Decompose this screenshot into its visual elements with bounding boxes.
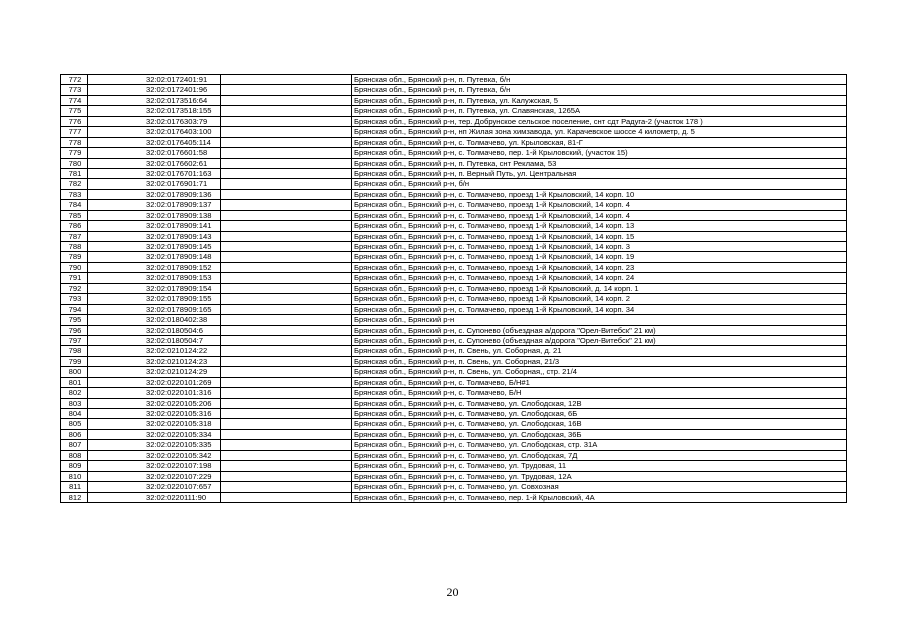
cadastral-number-cell: 32:02:0172401:91 xyxy=(88,75,221,85)
empty-cell xyxy=(221,409,352,419)
cadastral-number-cell: 32:02:0176901:71 xyxy=(88,179,221,189)
row-number-cell: 800 xyxy=(61,367,88,377)
row-number-cell: 789 xyxy=(61,252,88,262)
row-number-cell: 809 xyxy=(61,461,88,471)
row-number-cell: 794 xyxy=(61,304,88,314)
table-row xyxy=(61,75,847,85)
row-number-cell: 782 xyxy=(61,179,88,189)
empty-cell xyxy=(221,158,352,168)
empty-cell xyxy=(221,85,352,95)
table-row xyxy=(61,304,847,314)
table-row xyxy=(61,325,847,335)
empty-cell xyxy=(221,252,352,262)
table-row xyxy=(61,95,847,105)
address-cell: Брянская обл., Брянский р-н, с. Толмачево, ул. Слободская, 7Д xyxy=(352,450,847,460)
empty-cell xyxy=(221,482,352,492)
empty-cell xyxy=(221,242,352,252)
cadastral-number-cell: 32:02:0220105:335 xyxy=(88,440,221,450)
empty-cell xyxy=(221,450,352,460)
empty-cell xyxy=(221,168,352,178)
page-number: 20 xyxy=(446,585,459,599)
empty-cell xyxy=(221,377,352,387)
row-number-cell: 792 xyxy=(61,283,88,293)
empty-cell xyxy=(221,471,352,481)
table-row xyxy=(61,471,847,481)
cadastral-number-cell: 32:02:0210124:23 xyxy=(88,356,221,366)
cadastral-number-cell: 32:02:0180402:38 xyxy=(88,315,221,325)
row-number-cell: 777 xyxy=(61,127,88,137)
cadastral-number-cell: 32:02:0220107:657 xyxy=(88,482,221,492)
cadastral-number-cell: 32:02:0178909:145 xyxy=(88,242,221,252)
table-row xyxy=(61,419,847,429)
row-number-cell: 786 xyxy=(61,221,88,231)
cadastral-number-cell: 32:02:0220107:229 xyxy=(88,471,221,481)
cadastral-number-cell: 32:02:0176701:163 xyxy=(88,168,221,178)
empty-cell xyxy=(221,367,352,377)
address-cell: Брянская обл., Брянский р-н, нп Жилая зона химзавода, ул. Карачевское шоссе 4 километр, д. 5 xyxy=(352,127,847,137)
row-number-cell: 790 xyxy=(61,262,88,272)
cadastral-number-cell: 32:02:0176405:114 xyxy=(88,137,221,147)
empty-cell xyxy=(221,127,352,137)
cadastral-number-cell: 32:02:0178909:141 xyxy=(88,221,221,231)
row-number-cell: 812 xyxy=(61,492,88,502)
address-cell: Брянская обл., Брянский р-н, с. Толмачево, проезд 1-й Крыловский, 14 корп. 10 xyxy=(352,189,847,199)
row-number-cell: 778 xyxy=(61,137,88,147)
cadastral-table-body xyxy=(61,75,847,503)
address-cell: Брянская обл., Брянский р-н, п. Путевка, б/н xyxy=(352,85,847,95)
address-cell: Брянская обл., Брянский р-н, с. Толмачево, ул. Слободская, 12В xyxy=(352,398,847,408)
table-row xyxy=(61,315,847,325)
empty-cell xyxy=(221,440,352,450)
empty-cell xyxy=(221,283,352,293)
table-row xyxy=(61,252,847,262)
empty-cell xyxy=(221,492,352,502)
empty-cell xyxy=(221,148,352,158)
cadastral-number-cell: 32:02:0180504:7 xyxy=(88,335,221,345)
empty-cell xyxy=(221,335,352,345)
table-row xyxy=(61,179,847,189)
empty-cell xyxy=(221,116,352,126)
address-cell: Брянская обл., Брянский р-н, с. Толмачево, пер. 1-й Крыловский, 4А xyxy=(352,492,847,502)
table-row xyxy=(61,429,847,439)
empty-cell xyxy=(221,429,352,439)
empty-cell xyxy=(221,398,352,408)
address-cell: Брянская обл., Брянский р-н, с. Толмачево, проезд 1-й Крыловский, 14 корп. 34 xyxy=(352,304,847,314)
empty-cell xyxy=(221,356,352,366)
address-cell: Брянская обл., Брянский р-н, п. Путевка, ул. Славянская, 1265А xyxy=(352,106,847,116)
table-row xyxy=(61,200,847,210)
empty-cell xyxy=(221,189,352,199)
address-cell: Брянская обл., Брянский р-н, с. Супонево (объездная а/дорога "Орел-Витебск" 21 км) xyxy=(352,335,847,345)
table-row xyxy=(61,262,847,272)
cadastral-number-cell: 32:02:0178909:152 xyxy=(88,262,221,272)
cadastral-number-cell: 32:02:0220101:269 xyxy=(88,377,221,387)
cadastral-number-cell: 32:02:0176602:61 xyxy=(88,158,221,168)
empty-cell xyxy=(221,231,352,241)
table-row xyxy=(61,242,847,252)
cadastral-number-cell: 32:02:0220105:342 xyxy=(88,450,221,460)
table-row xyxy=(61,409,847,419)
empty-cell xyxy=(221,325,352,335)
address-cell: Брянская обл., Брянский р-н, п. Верный Путь, ул. Центральная xyxy=(352,168,847,178)
table-row xyxy=(61,388,847,398)
row-number-cell: 802 xyxy=(61,388,88,398)
table-row xyxy=(61,367,847,377)
empty-cell xyxy=(221,137,352,147)
cadastral-number-cell: 32:02:0178909:138 xyxy=(88,210,221,220)
empty-cell xyxy=(221,388,352,398)
cadastral-number-cell: 32:02:0220105:334 xyxy=(88,429,221,439)
cadastral-number-cell: 32:02:0178909:155 xyxy=(88,294,221,304)
row-number-cell: 808 xyxy=(61,450,88,460)
table-row xyxy=(61,148,847,158)
row-number-cell: 795 xyxy=(61,315,88,325)
row-number-cell: 772 xyxy=(61,75,88,85)
row-number-cell: 803 xyxy=(61,398,88,408)
address-cell: Брянская обл., Брянский р-н, п. Путевка, ул. Калужская, 5 xyxy=(352,95,847,105)
empty-cell xyxy=(221,273,352,283)
empty-cell xyxy=(221,419,352,429)
table-row xyxy=(61,346,847,356)
table-row xyxy=(61,492,847,502)
address-cell: Брянская обл., Брянский р-н, тер. Добрунское сельское поселение, снт сдт Радуга-2 (участок 178 ) xyxy=(352,116,847,126)
empty-cell xyxy=(221,315,352,325)
cadastral-number-cell: 32:02:0176601:58 xyxy=(88,148,221,158)
address-cell: Брянская обл., Брянский р-н, с. Толмачево, ул. Трудовая, 12А xyxy=(352,471,847,481)
row-number-cell: 785 xyxy=(61,210,88,220)
row-number-cell: 793 xyxy=(61,294,88,304)
row-number-cell: 773 xyxy=(61,85,88,95)
address-cell: Брянская обл., Брянский р-н, п. Путевка, снт Реклама, 53 xyxy=(352,158,847,168)
empty-cell xyxy=(221,179,352,189)
address-cell: Брянская обл., Брянский р-н, с. Толмачево, проезд 1-й Крыловский, 14 корп. 15 xyxy=(352,231,847,241)
address-cell: Брянская обл., Брянский р-н, с. Толмачево, проезд 1-й Крыловский, 14 корп. 3 xyxy=(352,242,847,252)
row-number-cell: 774 xyxy=(61,95,88,105)
row-number-cell: 780 xyxy=(61,158,88,168)
table-row xyxy=(61,127,847,137)
cadastral-table xyxy=(60,74,847,503)
row-number-cell: 783 xyxy=(61,189,88,199)
table-row xyxy=(61,294,847,304)
address-cell: Брянская обл., Брянский р-н, с. Толмачево, ул. Трудовая, 11 xyxy=(352,461,847,471)
cadastral-number-cell: 32:02:0176303:79 xyxy=(88,116,221,126)
row-number-cell: 801 xyxy=(61,377,88,387)
cadastral-number-cell: 32:02:0173516:64 xyxy=(88,95,221,105)
table-row xyxy=(61,210,847,220)
cadastral-number-cell: 32:02:0220105:318 xyxy=(88,419,221,429)
row-number-cell: 779 xyxy=(61,148,88,158)
table-row xyxy=(61,116,847,126)
row-number-cell: 781 xyxy=(61,168,88,178)
row-number-cell: 810 xyxy=(61,471,88,481)
row-number-cell: 788 xyxy=(61,242,88,252)
cadastral-number-cell: 32:02:0178909:165 xyxy=(88,304,221,314)
address-cell: Брянская обл., Брянский р-н, п. Свень, ул. Соборная, 21/3 xyxy=(352,356,847,366)
address-cell: Брянская обл., Брянский р-н, с. Толмачево, ул. Крыловская, 81-Г xyxy=(352,137,847,147)
table-row xyxy=(61,356,847,366)
address-cell: Брянская обл., Брянский р-н, п. Свень, ул. Соборная,, стр. 21/4 xyxy=(352,367,847,377)
cadastral-number-cell: 32:02:0178909:143 xyxy=(88,231,221,241)
address-cell: Брянская обл., Брянский р-н, с. Толмачево, Б/Н#1 xyxy=(352,377,847,387)
row-number-cell: 791 xyxy=(61,273,88,283)
table-row xyxy=(61,137,847,147)
row-number-cell: 804 xyxy=(61,409,88,419)
address-cell: Брянская обл., Брянский р-н, с. Толмачево, проезд 1-й Крыловский, д. 14 корп. 1 xyxy=(352,283,847,293)
address-cell: Брянская обл., Брянский р-н, с. Толмачево, проезд 1-й Крыловский, 14 корп. 4 xyxy=(352,200,847,210)
empty-cell xyxy=(221,262,352,272)
address-cell: Брянская обл., Брянский р-н, с. Толмачево, проезд 1-й Крыловский, 14 корп. 19 xyxy=(352,252,847,262)
empty-cell xyxy=(221,221,352,231)
address-cell: Брянская обл., Брянский р-н, с. Супонево (объездная а/дорога "Орел-Витебск" 21 км) xyxy=(352,325,847,335)
cadastral-number-cell: 32:02:0180504:6 xyxy=(88,325,221,335)
empty-cell xyxy=(221,210,352,220)
address-cell: Брянская обл., Брянский р-н, п. Путевка, б/н xyxy=(352,75,847,85)
row-number-cell: 784 xyxy=(61,200,88,210)
row-number-cell: 787 xyxy=(61,231,88,241)
cadastral-number-cell: 32:02:0220105:206 xyxy=(88,398,221,408)
address-cell: Брянская обл., Брянский р-н, с. Толмачево, проезд 1-й Крыловский, 14 корп. 23 xyxy=(352,262,847,272)
empty-cell xyxy=(221,106,352,116)
address-cell: Брянская обл., Брянский р-н, с. Толмачево, проезд 1-й Крыловский, 14 корп. 4 xyxy=(352,210,847,220)
empty-cell xyxy=(221,75,352,85)
address-cell: Брянская обл., Брянский р-н, п. Свень, ул. Соборная, д. 21 xyxy=(352,346,847,356)
table-row xyxy=(61,335,847,345)
table-row xyxy=(61,398,847,408)
empty-cell xyxy=(221,200,352,210)
table-row xyxy=(61,231,847,241)
row-number-cell: 775 xyxy=(61,106,88,116)
row-number-cell: 806 xyxy=(61,429,88,439)
address-cell: Брянская обл., Брянский р-н, с. Толмачево, ул. Слободская, стр. 31А xyxy=(352,440,847,450)
cadastral-number-cell: 32:02:0220101:316 xyxy=(88,388,221,398)
address-cell: Брянская обл., Брянский р-н, с. Толмачево, ул. Слободская, 16В xyxy=(352,419,847,429)
cadastral-number-cell: 32:02:0178909:153 xyxy=(88,273,221,283)
cadastral-number-cell: 32:02:0178909:148 xyxy=(88,252,221,262)
empty-cell xyxy=(221,294,352,304)
address-cell: Брянская обл., Брянский р-н, с. Толмачево, проезд 1-й Крыловский, 14 корп. 24 xyxy=(352,273,847,283)
address-cell: Брянская обл., Брянский р-н, с. Толмачево, ул. Слободская, 6Б xyxy=(352,409,847,419)
address-cell: Брянская обл., Брянский р-н, с. Толмачево, ул. Слободская, 36Б xyxy=(352,429,847,439)
address-cell: Брянская обл., Брянский р-н, б/н xyxy=(352,179,847,189)
cadastral-number-cell: 32:02:0178909:137 xyxy=(88,200,221,210)
table-row xyxy=(61,85,847,95)
cadastral-number-cell: 32:02:0176403:100 xyxy=(88,127,221,137)
address-cell: Брянская обл., Брянский р-н xyxy=(352,315,847,325)
cadastral-number-cell: 32:02:0178909:154 xyxy=(88,283,221,293)
table-row xyxy=(61,440,847,450)
row-number-cell: 776 xyxy=(61,116,88,126)
address-cell: Брянская обл., Брянский р-н, с. Толмачево, Б/Н xyxy=(352,388,847,398)
table-row xyxy=(61,283,847,293)
empty-cell xyxy=(221,304,352,314)
empty-cell xyxy=(221,95,352,105)
address-cell: Брянская обл., Брянский р-н, с. Толмачево, проезд 1-й Крыловский, 14 корп. 2 xyxy=(352,294,847,304)
cadastral-number-cell: 32:02:0220107:198 xyxy=(88,461,221,471)
table-row xyxy=(61,461,847,471)
cadastral-number-cell: 32:02:0172401:96 xyxy=(88,85,221,95)
empty-cell xyxy=(221,461,352,471)
address-cell: Брянская обл., Брянский р-н, с. Толмачево, ул. Совхозная xyxy=(352,482,847,492)
row-number-cell: 797 xyxy=(61,335,88,345)
table-row xyxy=(61,106,847,116)
address-cell: Брянская обл., Брянский р-н, с. Толмачево, пер. 1-й Крыловский, (участок 15) xyxy=(352,148,847,158)
cadastral-number-cell: 32:02:0210124:22 xyxy=(88,346,221,356)
cadastral-number-cell: 32:02:0173518:155 xyxy=(88,106,221,116)
cadastral-number-cell: 32:02:0220105:316 xyxy=(88,409,221,419)
row-number-cell: 796 xyxy=(61,325,88,335)
table-row xyxy=(61,450,847,460)
row-number-cell: 798 xyxy=(61,346,88,356)
cadastral-number-cell: 32:02:0178909:136 xyxy=(88,189,221,199)
table-row xyxy=(61,273,847,283)
table-row xyxy=(61,482,847,492)
empty-cell xyxy=(221,346,352,356)
address-cell: Брянская обл., Брянский р-н, с. Толмачево, проезд 1-й Крыловский, 14 корп. 13 xyxy=(352,221,847,231)
table-row xyxy=(61,189,847,199)
row-number-cell: 811 xyxy=(61,482,88,492)
cadastral-number-cell: 32:02:0220111:90 xyxy=(88,492,221,502)
table-row xyxy=(61,221,847,231)
table-row xyxy=(61,168,847,178)
row-number-cell: 805 xyxy=(61,419,88,429)
table-row xyxy=(61,158,847,168)
row-number-cell: 807 xyxy=(61,440,88,450)
table-row xyxy=(61,377,847,387)
row-number-cell: 799 xyxy=(61,356,88,366)
cadastral-number-cell: 32:02:0210124:29 xyxy=(88,367,221,377)
